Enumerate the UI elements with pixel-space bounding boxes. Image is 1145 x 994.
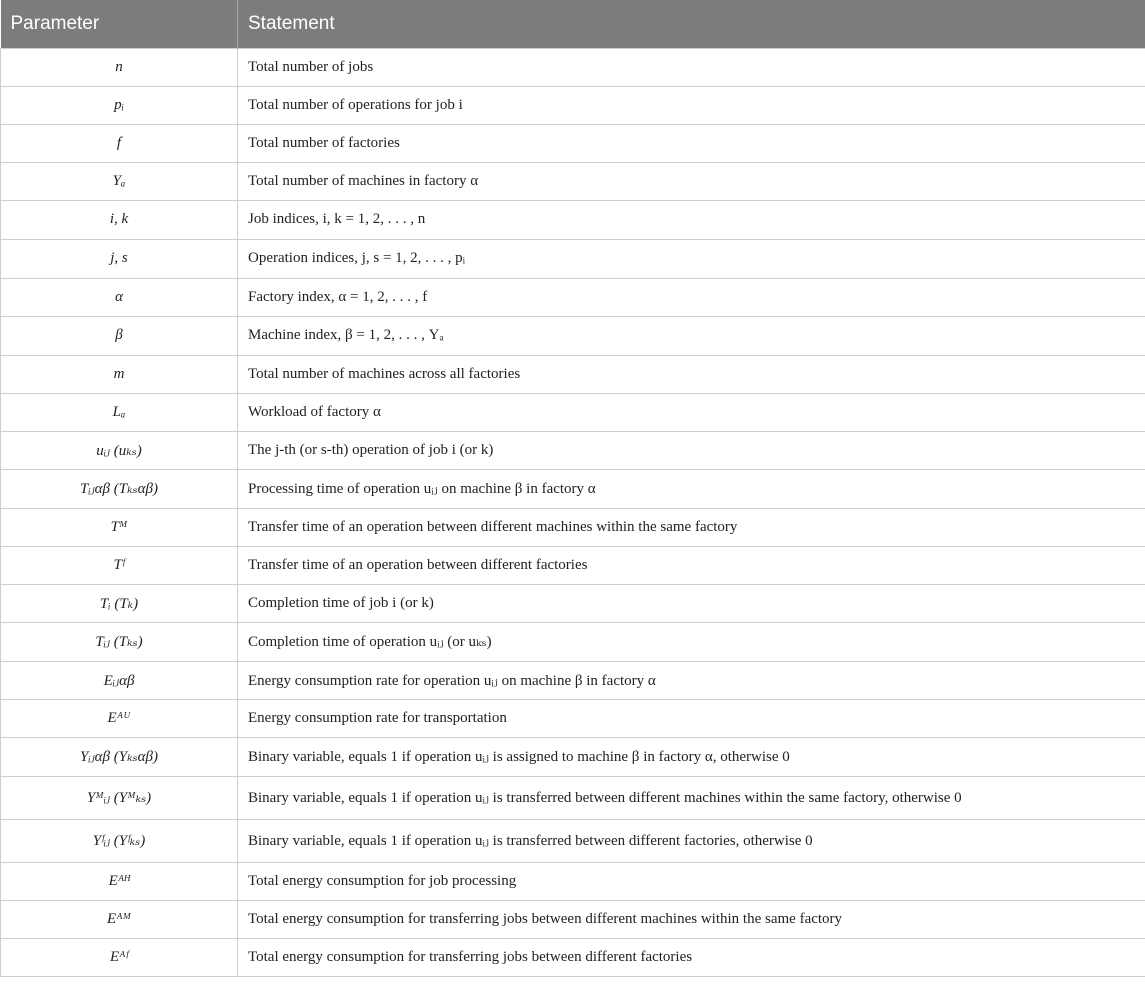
table-row <box>1 546 1145 584</box>
table-row <box>1 86 1145 124</box>
parameter-cell: n <box>1 48 238 86</box>
table-row <box>1 508 1145 546</box>
parameter-cell: Eᵢⱼαβ <box>1 661 238 699</box>
statement-cell: Total energy consumption for job processing <box>238 862 1145 900</box>
table-row <box>1 316 1145 355</box>
parameter-cell: Tᴹ <box>1 508 238 546</box>
parameter-cell: j, s <box>1 239 238 278</box>
parameter-cell: f <box>1 124 238 162</box>
table-row <box>1 661 1145 699</box>
column-header-statement: Statement <box>238 0 1145 48</box>
parameter-cell: Tᵢⱼαβ (Tₖₛαβ) <box>1 469 238 508</box>
parameter-cell: Yᴹᵢⱼ (Yᴹₖₛ) <box>1 776 238 819</box>
statement-cell: Binary variable, equals 1 if operation uᵢⱼ is assigned to machine β in factory α, otherwise 0 <box>238 737 1145 776</box>
table-row <box>1 584 1145 622</box>
parameter-cell: β <box>1 316 238 355</box>
statement-cell: Completion time of operation uᵢⱼ (or uₖₛ) <box>238 622 1145 661</box>
statement-cell: Completion time of job i (or k) <box>238 584 1145 622</box>
table-row <box>1 699 1145 737</box>
statement-cell: Energy consumption rate for transportation <box>238 699 1145 737</box>
parameter-cell: Eᴬᴹ <box>1 900 238 938</box>
parameter-cell: Yᵢⱼαβ (Yₖₛαβ) <box>1 737 238 776</box>
parameter-cell: uᵢⱼ (uₖₛ) <box>1 431 238 469</box>
parameter-cell: Tᵢ (Tₖ) <box>1 584 238 622</box>
parameter-cell: Tᵢⱼ (Tₖₛ) <box>1 622 238 661</box>
statement-cell: Binary variable, equals 1 if operation uᵢⱼ is transferred between different machines within the same factory, otherwise 0 <box>238 776 1145 819</box>
parameter-cell: Yₐ <box>1 162 238 200</box>
statement-cell: Total number of machines in factory α <box>238 162 1145 200</box>
parameter-cell: Eᴬᵁ <box>1 699 238 737</box>
table-row <box>1 938 1145 976</box>
statement-cell: Machine index, β = 1, 2, . . . , Yₐ <box>238 316 1145 355</box>
statement-cell: Transfer time of an operation between different machines within the same factory <box>238 508 1145 546</box>
header-row <box>1 0 1145 48</box>
table-row <box>1 239 1145 278</box>
statement-cell: Energy consumption rate for operation uᵢⱼ on machine β in factory α <box>238 661 1145 699</box>
table-row <box>1 900 1145 938</box>
table-row <box>1 393 1145 431</box>
statement-cell: Job indices, i, k = 1, 2, . . . , n <box>238 200 1145 239</box>
table-row <box>1 162 1145 200</box>
table-row <box>1 622 1145 661</box>
table-row <box>1 469 1145 508</box>
statement-cell: Total energy consumption for transferring jobs between different machines within the same factory <box>238 900 1145 938</box>
parameter-cell: Tᶠ <box>1 546 238 584</box>
table-row <box>1 862 1145 900</box>
statement-cell: Total number of operations for job i <box>238 86 1145 124</box>
statement-cell: Total number of machines across all factories <box>238 355 1145 393</box>
table-row <box>1 776 1145 819</box>
table-row <box>1 431 1145 469</box>
parameter-cell: m <box>1 355 238 393</box>
parameter-cell: pᵢ <box>1 86 238 124</box>
table-row <box>1 200 1145 239</box>
statement-cell: Binary variable, equals 1 if operation uᵢⱼ is transferred between different factories, otherwise 0 <box>238 819 1145 862</box>
statement-cell: Transfer time of an operation between different factories <box>238 546 1145 584</box>
statement-cell: Total number of factories <box>238 124 1145 162</box>
statement-cell: Processing time of operation uᵢⱼ on machine β in factory α <box>238 469 1145 508</box>
statement-cell: Operation indices, j, s = 1, 2, . . . , pᵢ <box>238 239 1145 278</box>
statement-cell: Total number of jobs <box>238 48 1145 86</box>
table-row <box>1 355 1145 393</box>
statement-cell: Factory index, α = 1, 2, . . . , f <box>238 278 1145 316</box>
table-row <box>1 124 1145 162</box>
parameter-cell: Eᴬᶠ <box>1 938 238 976</box>
parameter-cell: Eᴬᴴ <box>1 862 238 900</box>
table-row <box>1 278 1145 316</box>
statement-cell: The j-th (or s-th) operation of job i (or k) <box>238 431 1145 469</box>
table-body <box>1 48 1145 976</box>
statement-cell: Workload of factory α <box>238 393 1145 431</box>
column-header-parameter: Parameter <box>1 0 238 48</box>
table-row <box>1 737 1145 776</box>
statement-cell: Total energy consumption for transferring jobs between different factories <box>238 938 1145 976</box>
parameter-cell: i, k <box>1 200 238 239</box>
parameter-cell: α <box>1 278 238 316</box>
table-row <box>1 48 1145 86</box>
table-row <box>1 819 1145 862</box>
parameter-cell: Yᶠᵢⱼ (Yᶠₖₛ) <box>1 819 238 862</box>
parameter-cell: Lₐ <box>1 393 238 431</box>
table-header <box>1 0 1145 48</box>
